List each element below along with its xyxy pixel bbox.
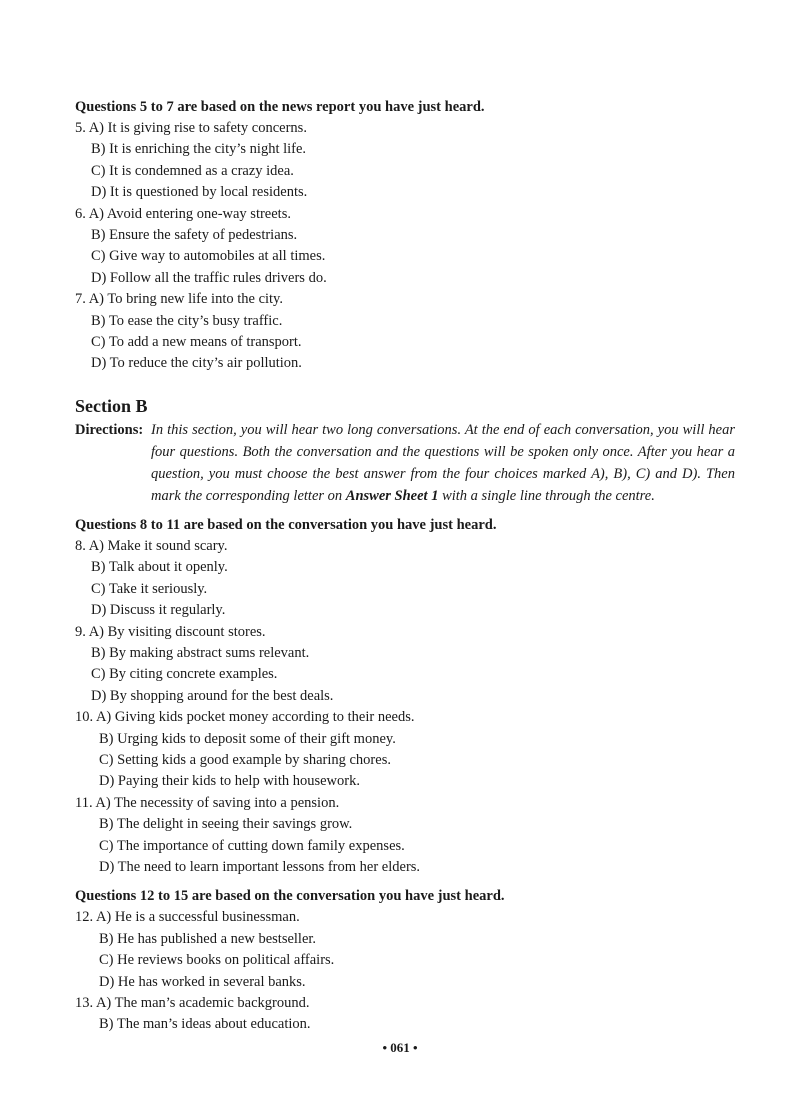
option-line [75,771,735,792]
option-text: D) Paying their kids to help with housework. [99,773,360,790]
option-text: A) The necessity of saving into a pension. [95,794,340,811]
option-text: C) Give way to automobiles at all times. [91,248,326,265]
directions-label: Directions: [75,421,144,438]
option-line [75,907,735,928]
option-text: A) The man’s academic background. [95,995,310,1011]
question-number: 6. [75,205,86,222]
option-line [75,664,735,685]
question-number: 11. [75,794,93,811]
option-line [75,950,735,971]
question-list-5-7 [75,118,735,375]
option-text: C) It is condemned as a crazy idea. [91,162,294,179]
option-text: A) Make it sound scary. [88,537,228,554]
option-line [75,289,735,310]
question-number: 10. [75,709,94,726]
option-text: A) By visiting discount stores. [88,623,266,640]
option-line [75,814,735,835]
option-line [75,311,735,332]
option-line [75,929,735,950]
option-line [75,600,735,621]
group-heading-12-15: Questions 12 to 15 are based on the conversation you have just heard. [75,888,505,905]
option-line [75,643,735,664]
option-text: A) It is giving rise to safety concerns. [88,120,307,136]
option-text: D) He has worked in several banks. [99,973,306,990]
section-title: Section B [75,395,148,416]
question-number: 13. [75,995,94,1011]
option-line [75,353,735,374]
option-text: B) He has published a new bestseller. [99,930,317,947]
option-line [75,729,735,750]
directions-text-part-2: with a single line through the centre. [438,487,655,504]
option-text: C) He reviews books on political affairs. [99,952,335,969]
option-text: A) Avoid entering one-way streets. [88,205,291,222]
option-text: B) The delight in seeing their savings grow. [99,816,353,833]
exam-page [75,97,735,1036]
option-line [75,268,735,289]
option-text: D) It is questioned by local residents. [91,184,308,201]
question-number: 8. [75,537,86,554]
option-line [75,536,735,557]
question-list-12-15 [75,907,735,1035]
option-text: C) To add a new means of transport. [91,334,302,351]
option-line [75,579,735,600]
directions [75,419,735,507]
option-text: D) By shopping around for the best deals. [91,687,334,704]
directions-text-part-1: In this section, you will hear two long conversations. At the end of each conversation, you will hear four questions. Both the conversation and the questions will be spoken only once. After you hear a question, you must choose the best answer from the four choices marked A), B), C) and D). Then mark the corresponding letter on [151,421,735,504]
option-text: D) Follow all the traffic rules drivers do. [91,269,327,286]
option-line [75,161,735,182]
option-line [75,707,735,728]
option-text: B) To ease the city’s busy traffic. [91,312,283,329]
option-text: D) The need to learn important lessons from her elders. [99,858,421,875]
option-text: C) By citing concrete examples. [91,666,278,683]
option-text: B) The man’s ideas about education. [99,1016,311,1033]
option-text: A) To bring new life into the city. [88,291,283,308]
option-line [75,1014,735,1035]
option-line [75,836,735,857]
option-text: D) Discuss it regularly. [91,602,226,619]
option-text: A) He is a successful businessman. [95,909,300,926]
question-list-8-11 [75,536,735,879]
option-line [75,857,735,878]
directions-text [151,419,735,507]
option-line [75,204,735,225]
page-number: • 061 • [382,1040,418,1055]
option-line [75,972,735,993]
option-line [75,139,735,160]
option-line [75,118,735,139]
option-line [75,622,735,643]
option-text: B) Ensure the safety of pedestrians. [91,227,298,244]
group-heading-8-11: Questions 8 to 11 are based on the conversation you have just heard. [75,516,497,533]
question-number: 12. [75,909,94,926]
option-line [75,750,735,771]
question-number: 9. [75,623,86,640]
option-text: B) By making abstract sums relevant. [91,644,310,661]
option-line [75,246,735,267]
question-number: 7. [75,291,86,308]
option-text: B) It is enriching the city’s night life. [91,141,307,158]
option-line [75,332,735,353]
answer-sheet-ref: Answer Sheet 1 [345,487,439,504]
group-heading-5-7: Questions 5 to 7 are based on the news report you have just heard. [75,99,485,115]
option-line [75,686,735,707]
option-text: C) Setting kids a good example by sharing chores. [99,751,391,768]
option-line [75,225,735,246]
option-line [75,793,735,814]
option-text: B) Talk about it openly. [91,559,228,576]
option-text: B) Urging kids to deposit some of their gift money. [99,730,396,747]
option-line [75,557,735,578]
option-text: C) The importance of cutting down family expenses. [99,837,405,854]
option-text: A) Giving kids pocket money according to their needs. [95,709,415,726]
option-text: D) To reduce the city’s air pollution. [91,355,302,372]
option-line [75,182,735,203]
question-number: 5. [75,120,86,136]
option-text: C) Take it seriously. [91,580,208,597]
option-line [75,993,735,1014]
